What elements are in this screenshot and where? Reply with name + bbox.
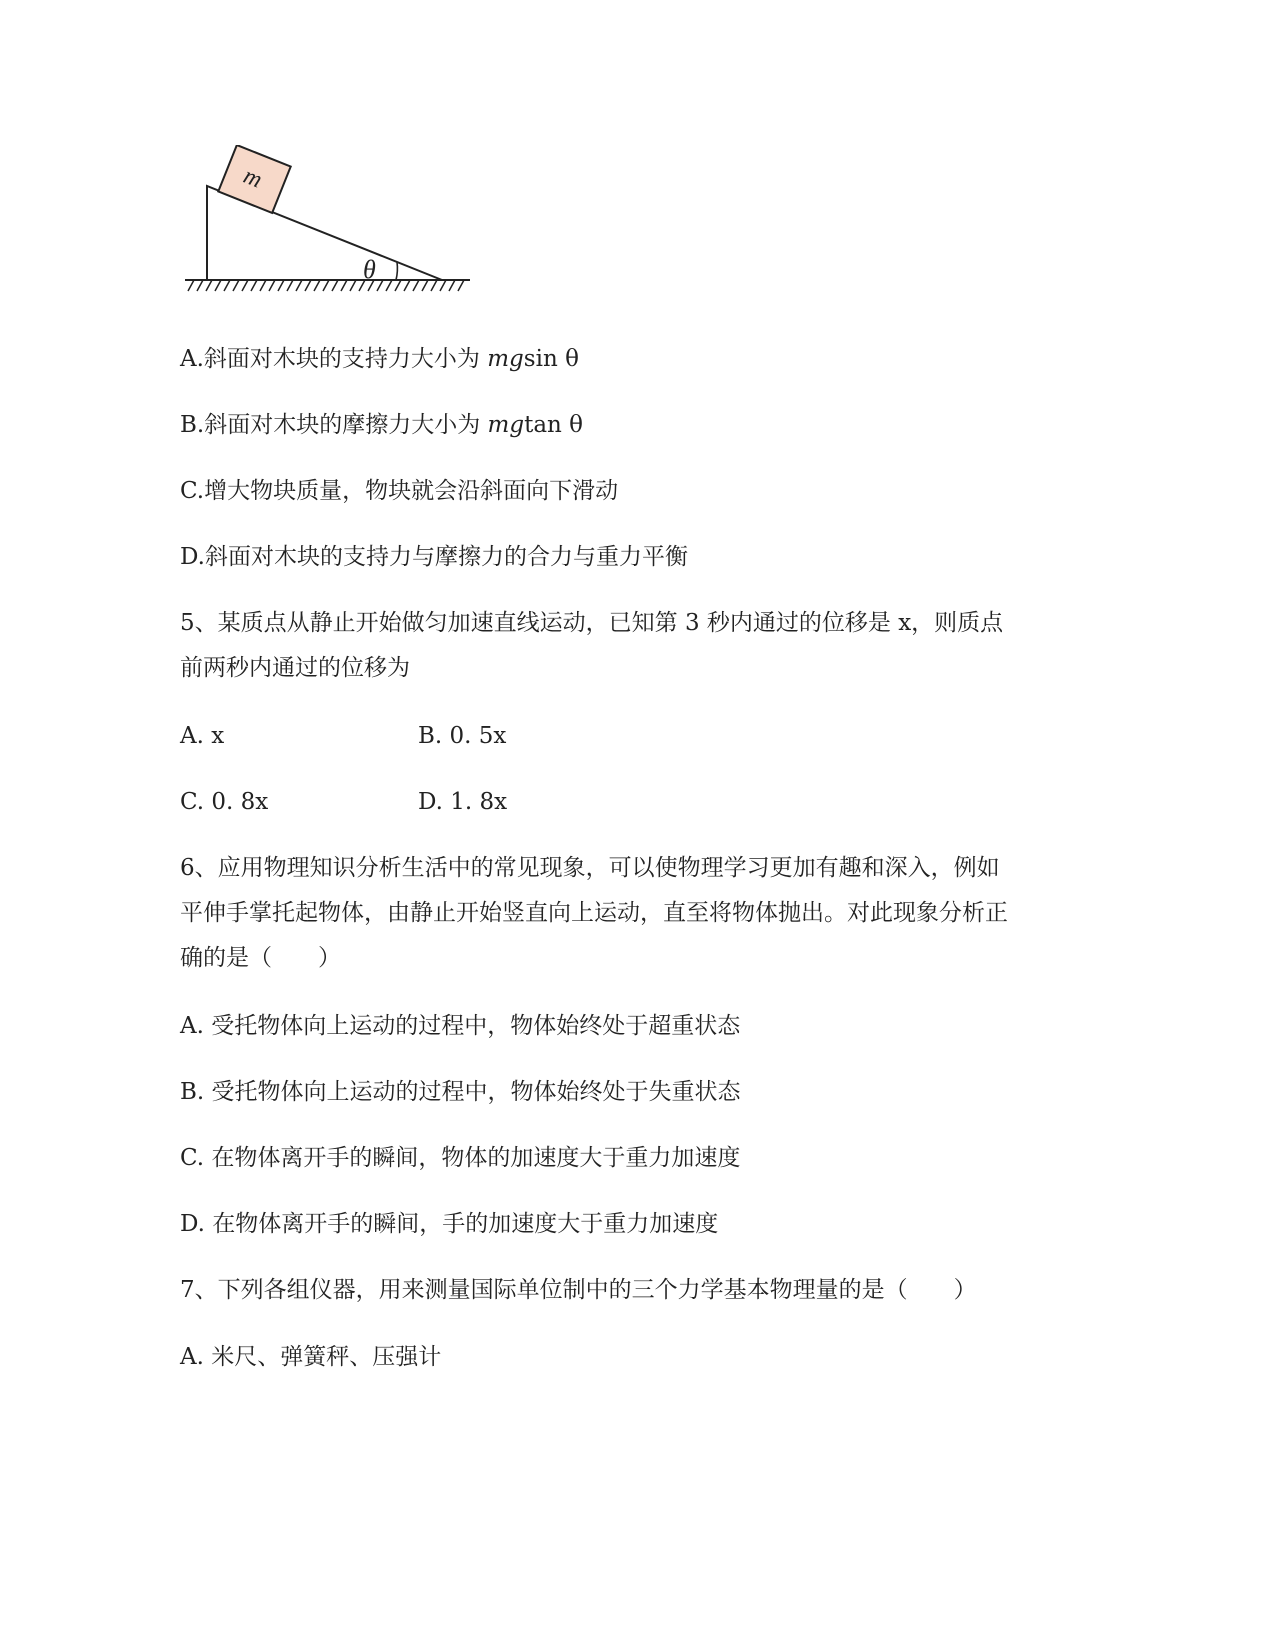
q6-option-b: B. 受托物体向上运动的过程中，物体始终处于失重状态: [180, 1079, 741, 1105]
trig-term: tan θ: [524, 412, 584, 438]
q7-option-a: A. 米尺、弹簧秤、压强计: [180, 1344, 442, 1370]
q6-stem-line2: 平伸手掌托起物体，由静止开始竖直向上运动，直至将物体抛出。对此现象分析正: [180, 900, 1008, 926]
option-text: 斜面对木块的支持力与摩擦力的合力与重力平衡: [204, 544, 688, 570]
angle-label: θ: [363, 255, 376, 284]
q5-option-d: D. 1. 8x: [418, 789, 508, 815]
q5-option-b: B. 0. 5x: [418, 723, 507, 749]
option-text: 斜面对木块的支持力大小为: [203, 346, 488, 372]
q4-option-b: [180, 408, 583, 442]
option-letter: D.: [180, 544, 205, 570]
q7-stem: 7、下列各组仪器，用来测量国际单位制中的三个力学基本物理量的是（ ）: [180, 1277, 977, 1303]
q4-option-d: [180, 540, 688, 574]
incline-figure: [180, 145, 480, 300]
q5-option-c: C. 0. 8x: [180, 789, 269, 815]
q6-option-c: C. 在物体离开手的瞬间，物体的加速度大于重力加速度: [180, 1145, 741, 1171]
option-text: 斜面对木块的摩擦力大小为: [204, 412, 488, 438]
q6-option-a: A. 受托物体向上运动的过程中，物体始终处于超重状态: [180, 1013, 741, 1039]
q4-option-a: [180, 342, 579, 376]
q6-stem-line1: 6、应用物理知识分析生活中的常见现象，可以使物理学习更加有趣和深入，例如: [180, 855, 1000, 881]
option-letter: A.: [180, 346, 204, 372]
mass-block: [218, 145, 290, 213]
q5-stem-line1: 5、某质点从静止开始做匀加速直线运动，已知第 3 秒内通过的位移是 x，则质点: [180, 610, 1004, 636]
mass-label: m: [239, 162, 266, 194]
incline-diagram: [180, 145, 480, 300]
q6-stem-line3: 确的是（ ）: [180, 945, 341, 971]
q5-option-a: A. x: [180, 723, 225, 749]
option-text: 增大物块质量，物块就会沿斜面向下滑动: [204, 478, 619, 504]
q4-option-c: [180, 474, 618, 508]
mg-symbol: mg: [487, 412, 525, 438]
q6-option-d: D. 在物体离开手的瞬间，手的加速度大于重力加速度: [180, 1211, 719, 1237]
trig-term: sin θ: [523, 346, 579, 372]
q5-stem-line2: 前两秒内通过的位移为: [180, 655, 410, 681]
option-letter: B.: [180, 412, 205, 438]
mg-symbol: mg: [487, 346, 524, 372]
angle-arc: [396, 262, 397, 280]
ground-hatching: [188, 280, 464, 291]
option-letter: C.: [180, 478, 205, 504]
